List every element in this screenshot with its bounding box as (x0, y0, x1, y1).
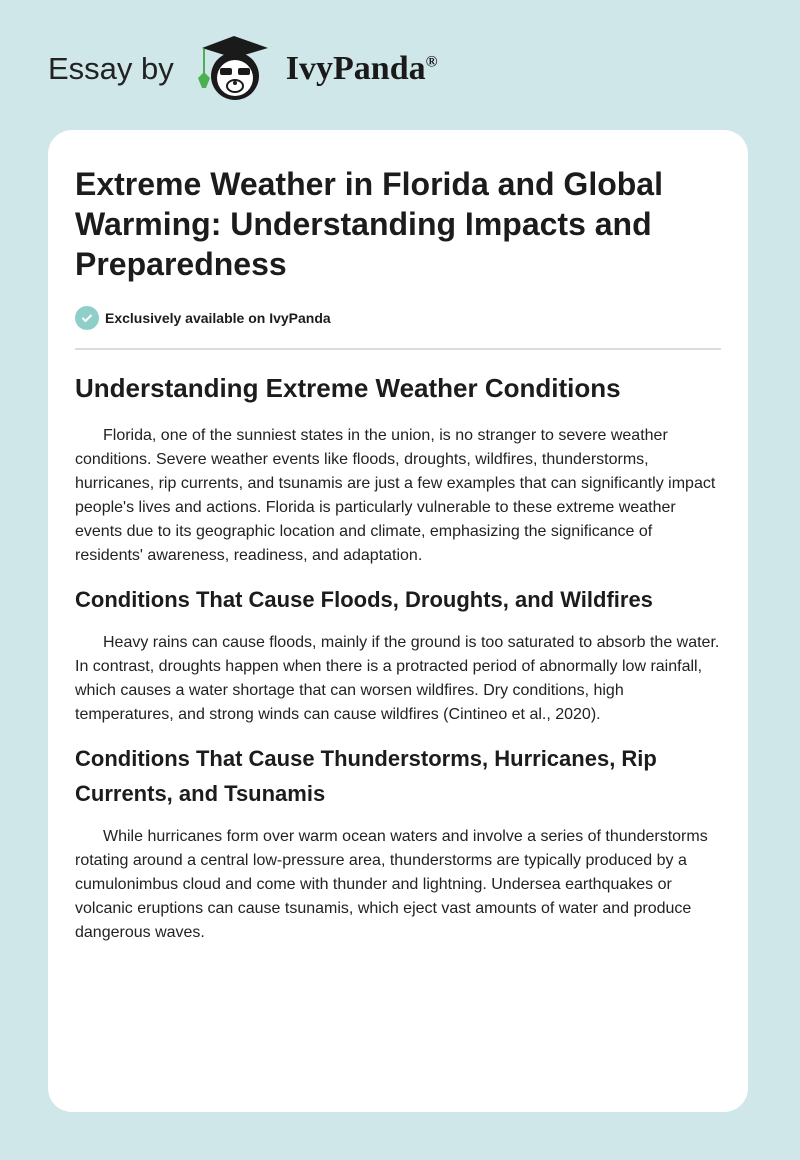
exclusive-badge (75, 306, 721, 330)
article-title: Extreme Weather in Florida and Global Warming: Understanding Impacts and Preparedness (75, 166, 663, 282)
registered-mark: ® (425, 53, 438, 71)
section-heading: Conditions That Cause Floods, Droughts, and Wildfires (75, 587, 653, 612)
section-heading: Understanding Extreme Weather Conditions (75, 373, 621, 403)
badge-text: Exclusively available on IvyPanda (105, 310, 331, 326)
article-card (48, 130, 748, 1112)
divider (75, 348, 721, 350)
brand-name[interactable] (286, 50, 438, 88)
brand-text: IvyPanda (285, 50, 426, 87)
section-heading: Conditions That Cause Thunderstorms, Hurricanes, Rip Currents, and Tsunamis (75, 746, 657, 806)
check-icon (75, 306, 99, 330)
section-paragraph: While hurricanes form over warm ocean waters and involve a series of thunderstorms rotating around a central low-pressure area, thunderstorms are typically produced by a cumulonimbus cloud and come with thunder and lightning. Undersea earthquakes or volcanic eruptions can cause tsunamis, which eject vast amounts of water and produce dangerous waves. (75, 828, 708, 941)
ivypanda-logo-icon[interactable] (192, 34, 276, 104)
section-paragraph: Heavy rains can cause floods, mainly if the ground is too saturated to absorb the water. In contrast, droughts happen when there is a protracted period of abnormally low rainfall, which causes a water shortage that can worsen wildfires. Dry conditions, high temperatures, and strong winds can cause wildfires (Cintineo et al., 2020). (75, 634, 720, 723)
section-paragraph: Florida, one of the sunniest states in the union, is no stranger to severe weather conditions. Severe weather events like floods, droughts, wildfires, thunderstorms, hurricanes, rip currents, and tsunamis are just a few examples that can significantly impact people's lives and actions. Florida is particularly vulnerable to these extreme weather events due to its geographic location and climate, emphasizing the significance of residents' awareness, readiness, and adaptation. (75, 427, 716, 564)
site-header (48, 34, 438, 104)
essay-by-label: Essay by (48, 51, 174, 86)
